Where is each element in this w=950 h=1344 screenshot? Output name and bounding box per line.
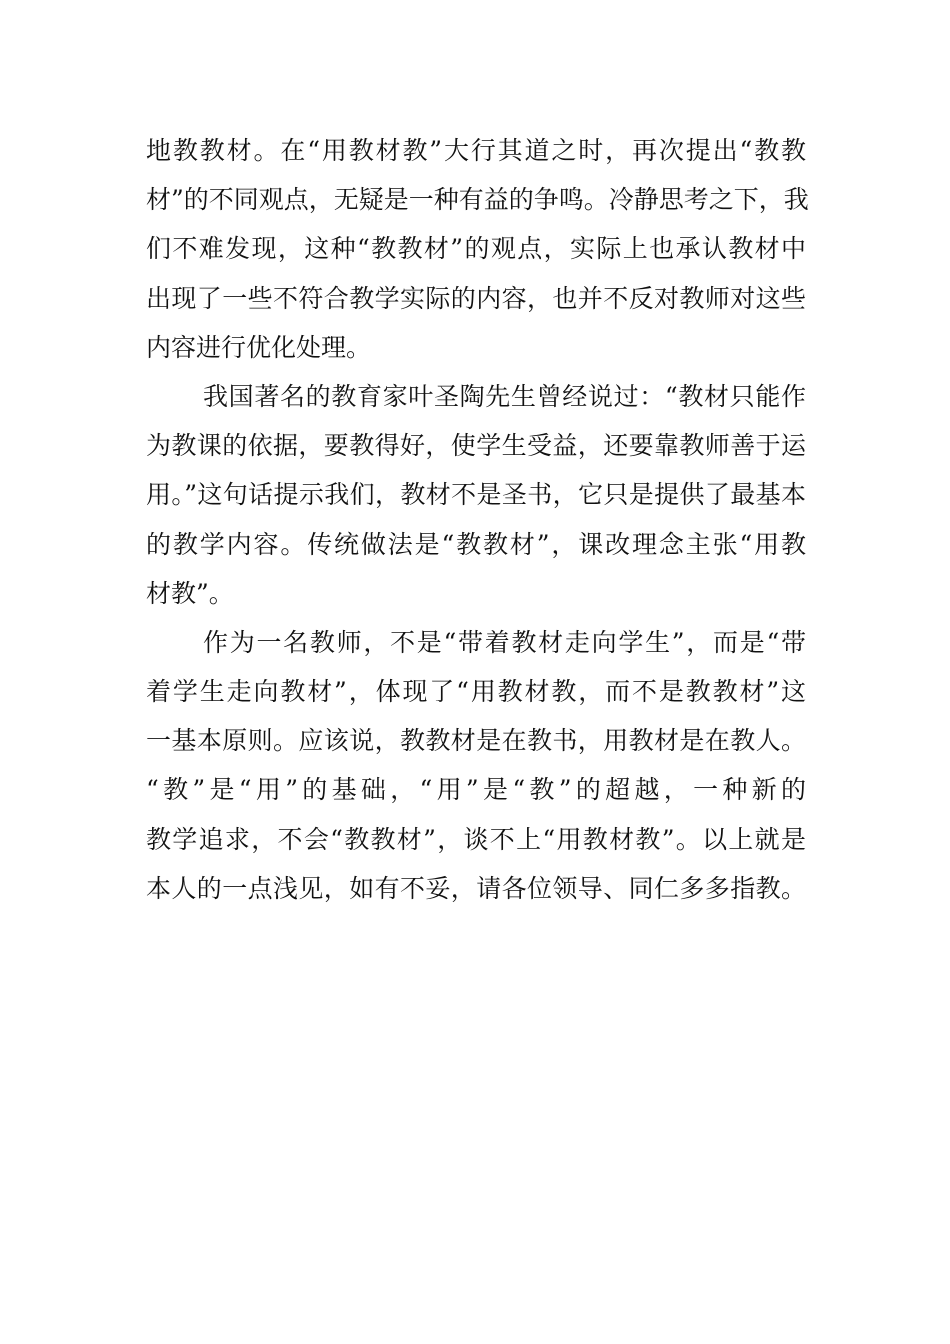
paragraph-1-line-1: 地教教材。在“用教材教”大行其道之时，再次提出“教教 <box>146 136 806 165</box>
paragraph-3-line-2: 着学生走向教材”，体现了“用教材教，而不是教教材”这 <box>146 677 806 707</box>
paragraph-2-line-5: 材教”。 <box>146 578 234 608</box>
document-body <box>146 126 809 913</box>
paragraph-2-line-4: 的教学内容。传统做法是“教教材”，课改理念主张“用教 <box>146 529 806 559</box>
paragraph-2-line-3: 用。”这句话提示我们，教材不是圣书，它只是提供了最基本 <box>146 480 806 510</box>
paragraph-1-line-2: 材”的不同观点，无疑是一种有益的争鸣。冷静思考之下，我 <box>146 185 809 215</box>
paragraph-2-line-1: 我国著名的教育家叶圣陶先生曾经说过：“教材只能作 <box>203 381 806 411</box>
paragraph-3-line-6: 本人的一点浅见，如有不妥，请各位领导、同仁多多指教。 <box>146 873 806 903</box>
paragraph-2-line-2: 为教课的依据，要教得好，使学生受益，还要靠教师善于运 <box>146 431 806 461</box>
paragraph-1-line-4: 出现了一些不符合教学实际的内容，也并不反对教师对这些 <box>146 283 806 313</box>
paragraph-3-line-3: 一基本原则。应该说，教教材是在教书，用教材是在教人。 <box>146 726 806 756</box>
paragraph-1-line-5: 内容进行优化处理。 <box>146 332 372 362</box>
paragraph-3-line-1: 作为一名教师，不是“带着教材走向学生”，而是“带 <box>203 627 806 657</box>
paragraph-3-line-5: 教学追求，不会“教教材”，谈不上“用教材教”。以上就是 <box>146 824 806 854</box>
paragraph-3-line-4: “教”是“用”的基础，“用”是“教”的超越，一种新的 <box>146 775 806 805</box>
paragraph-1-line-3: 们不难发现，这种“教教材”的观点，实际上也承认教材中 <box>146 234 806 264</box>
